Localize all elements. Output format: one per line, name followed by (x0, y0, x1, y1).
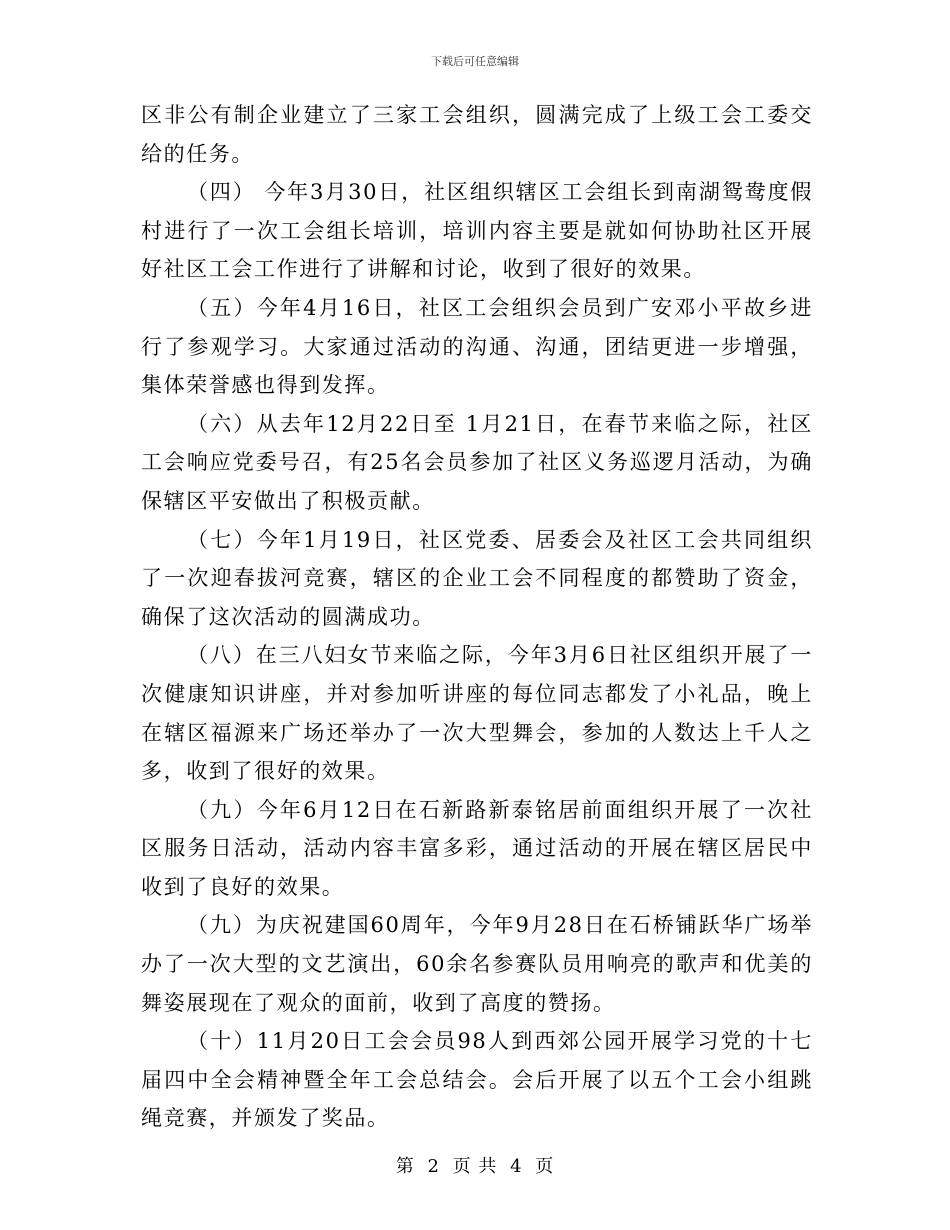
total-pages-number: 4 (510, 1156, 523, 1177)
paragraph-1: 区非公有制企业建立了三家工会组织，圆满完成了上级工会工委交给的任务。 (141, 103, 813, 166)
document-body (141, 96, 813, 1138)
paragraph-2: （四） 今年3月30日，社区组织辖区工会组长到南湖鸳鸯度假村进行了一次工会组长培训，培训内容主要是就如何协助社区开展好社区工会工作进行了讲解和讨论，收到了很好的效果。 (141, 180, 813, 282)
page-label-prefix: 第 (395, 1156, 415, 1177)
current-page-number: 2 (427, 1156, 440, 1177)
paragraph-3: （五）今年4月16日，社区工会组织会员到广安邓小平故乡进行了参观学习。大家通过活动的沟通、沟通，团结更进一步增强，集体荣誉感也得到发挥。 (141, 295, 813, 398)
page-footer (0, 1152, 950, 1178)
page-label-suffix: 页 (535, 1156, 555, 1177)
page-label-middle: 页 共 (452, 1156, 498, 1177)
paragraph-9: （十）11月20日工会会员98人到西郊公园开展学习党的十七届四中全会精神暨全年工会总结会。会后开展了以五个工会小组跳绳竞赛，并颁发了奖品。 (141, 1029, 813, 1131)
paragraph-4: （六）从去年12月22日至 1月21日，在春节来临之际，社区工会响应党委号召，有25名会员参加了社区义务巡逻月活动，为确保辖区平安做出了积极贡献。 (141, 411, 813, 513)
paragraph-8: （九）为庆祝建国60周年，今年9月28日在石桥铺跃华广场举办了一次大型的文艺演出，60余名参赛队员用响亮的歌声和优美的舞姿展现在了观众的面前，收到了高度的赞扬。 (141, 913, 813, 1015)
paragraph-7: （九）今年6月12日在石新路新泰铭居前面组织开展了一次社区服务日活动，活动内容丰富多彩，通过活动的开展在辖区居民中收到了良好的效果。 (141, 797, 813, 899)
paragraph-5: （七）今年1月19日，社区党委、居委会及社区工会共同组织了一次迎春拔河竞赛，辖区的企业工会不同程度的都赞助了资金，确保了这次活动的圆满成功。 (141, 527, 813, 629)
paragraph-6: （八）在三八妇女节来临之际，今年3月6日社区组织开展了一次健康知识讲座，并对参加听讲座的每位同志都发了小礼品，晚上在辖区福源来广场还举办了一次大型舞会，参加的人数达上千人之多，收到了很好的效果。 (141, 643, 813, 784)
page-header-note: 下载后可任意编辑 (431, 55, 519, 68)
